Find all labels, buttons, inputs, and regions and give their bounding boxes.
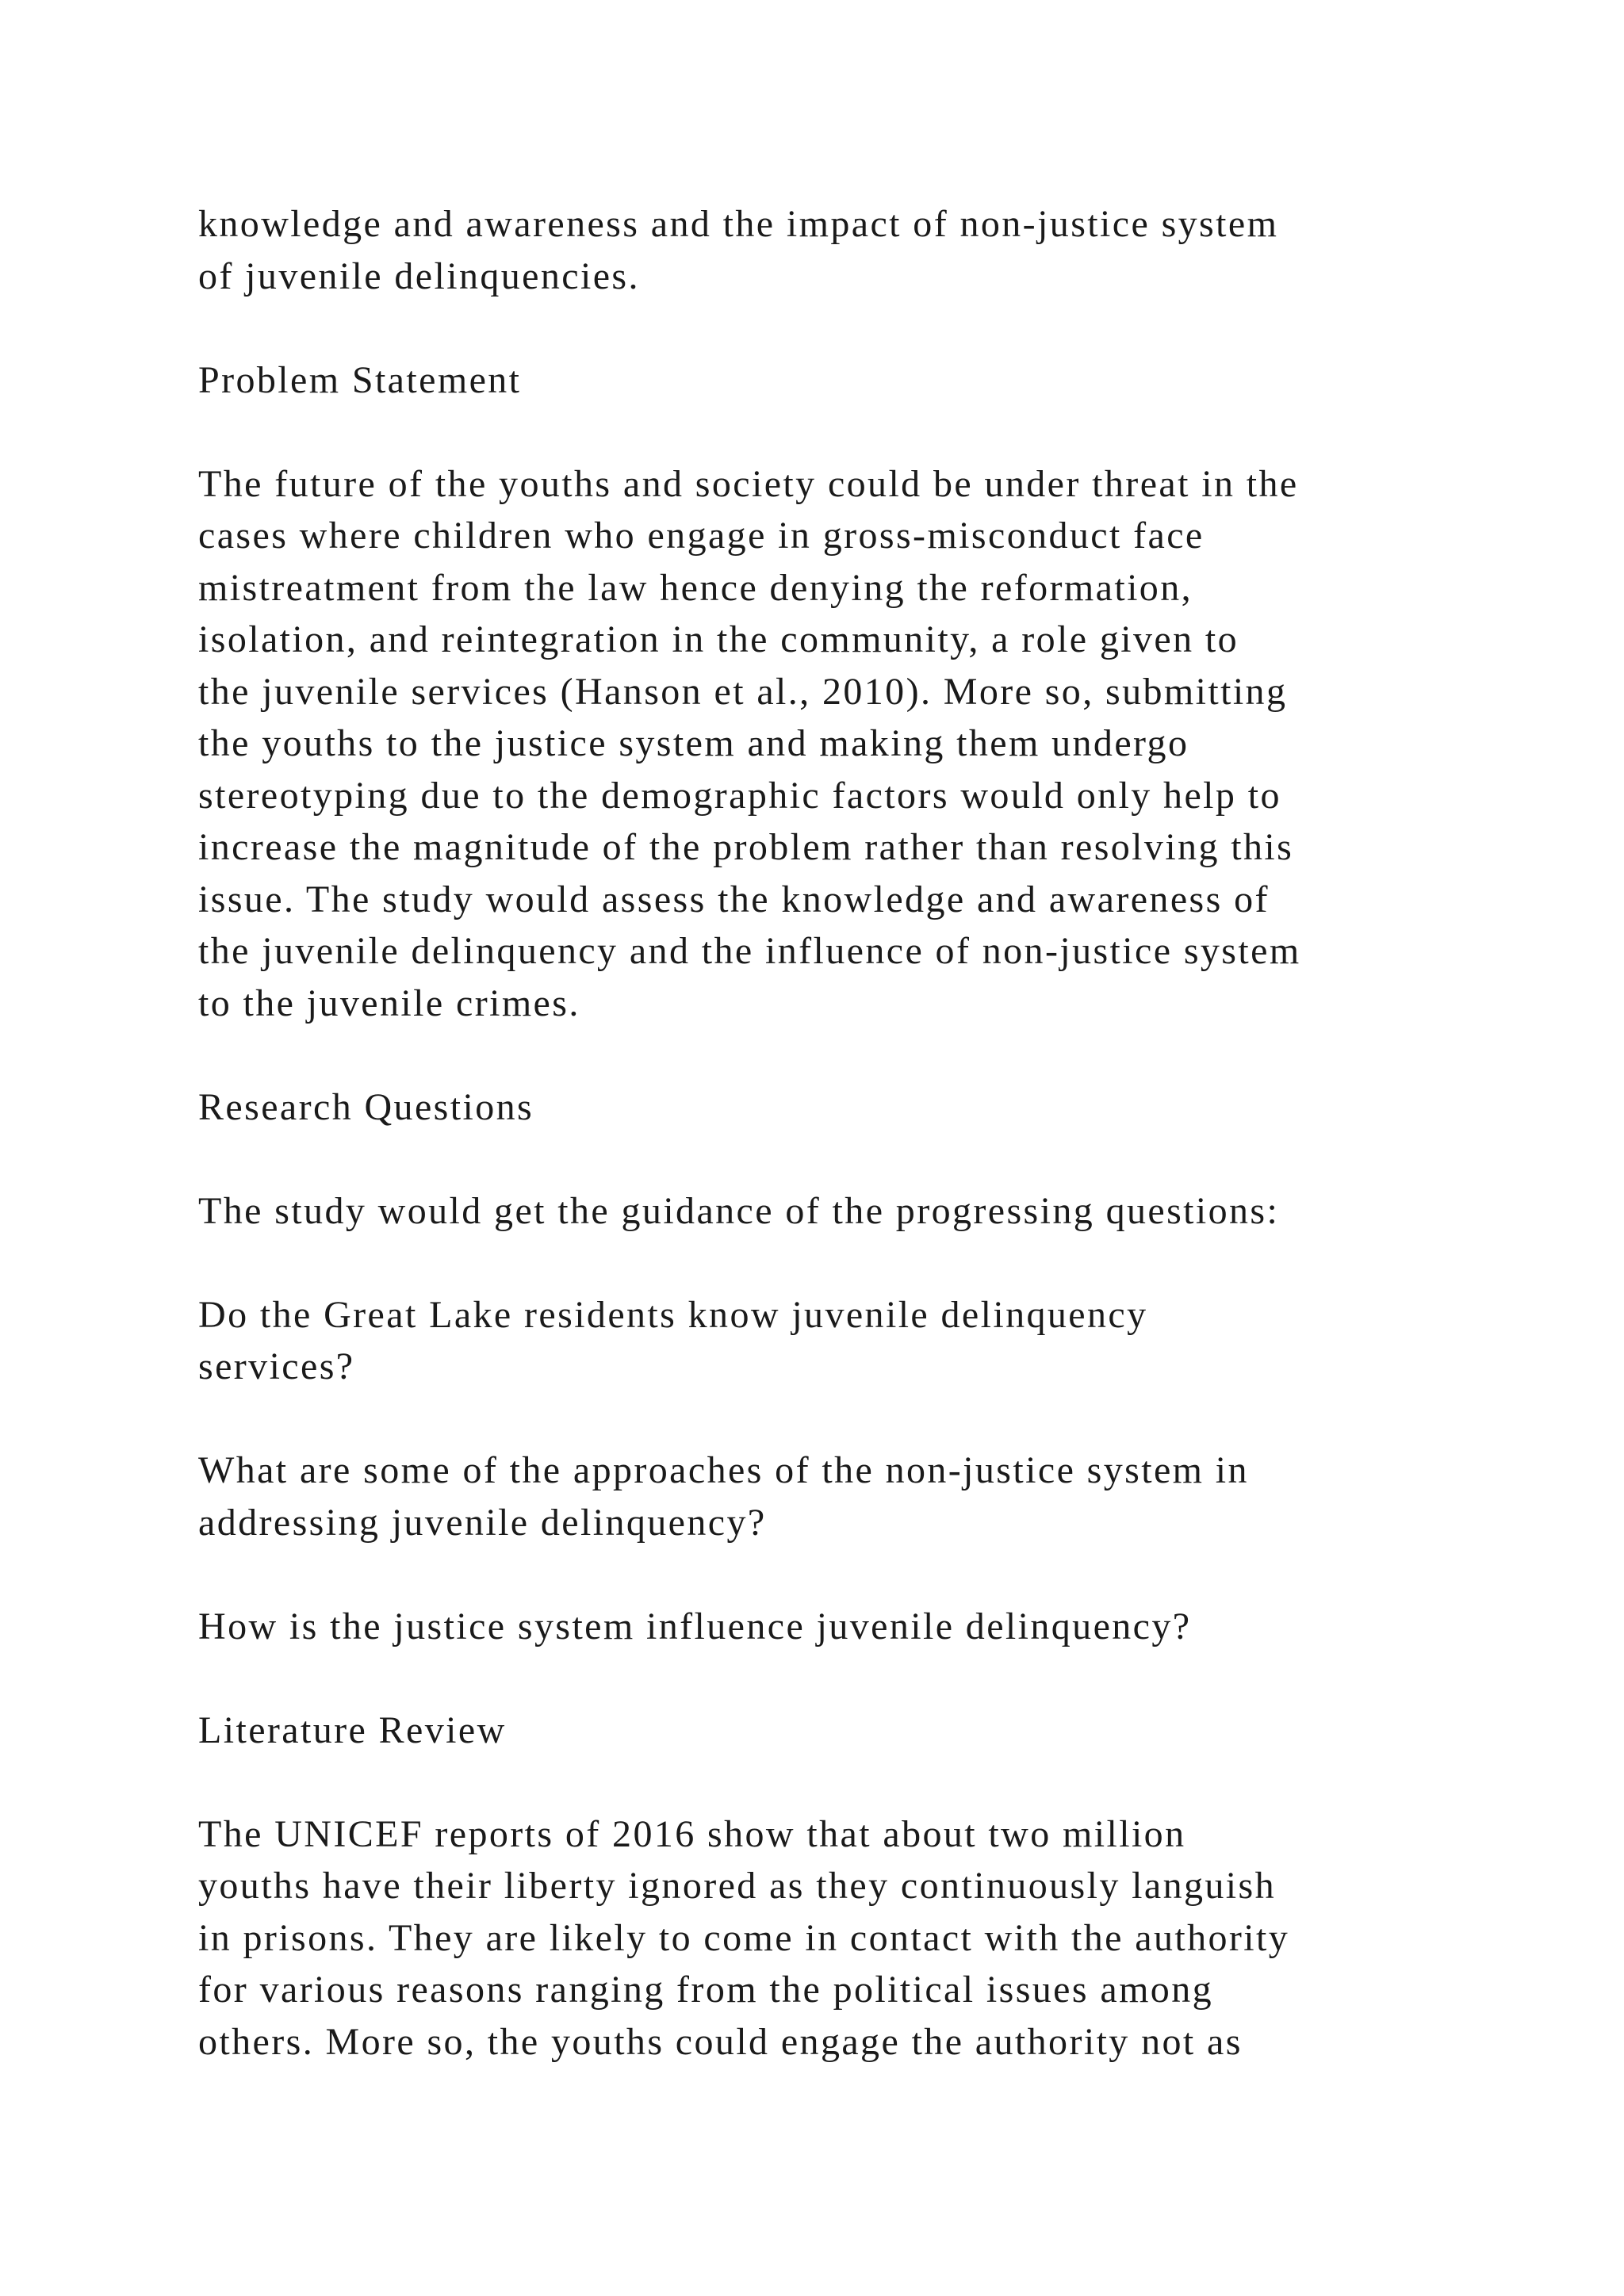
text-line: Do the Great Lake residents know juvenile delinquency bbox=[198, 1293, 1148, 1336]
text-line: the juvenile delinquency and the influence of non-justice system bbox=[198, 930, 1301, 972]
text-line: knowledge and awareness and the impact of non-justice system bbox=[198, 203, 1279, 245]
text-line: The UNICEF reports of 2016 show that about two million bbox=[198, 1812, 1186, 1855]
section-heading-literature-review bbox=[198, 1705, 1467, 1757]
text-line: for various reasons ranging from the political issues among bbox=[198, 1969, 1214, 2011]
text-line: issue. The study would assess the knowledge and awareness of bbox=[198, 878, 1270, 920]
text-line: the youths to the justice system and making them undergo bbox=[198, 722, 1189, 764]
text-line: youths have their liberty ignored as they continuously languish bbox=[198, 1865, 1276, 1907]
text-line: increase the magnitude of the problem rather than resolving this bbox=[198, 826, 1294, 868]
text-line: of juvenile delinquencies. bbox=[198, 254, 640, 297]
text-line: the juvenile services (Hanson et al., 2010). More so, submitting bbox=[198, 670, 1288, 713]
research-question-3 bbox=[198, 1601, 1467, 1653]
section-heading-problem-statement bbox=[198, 354, 1467, 407]
text-line: The study would get the guidance of the progressing questions: bbox=[198, 1189, 1280, 1232]
document-body bbox=[198, 198, 1467, 2120]
heading-text: Research Questions bbox=[198, 1085, 534, 1128]
section-heading-research-questions bbox=[198, 1081, 1467, 1134]
intro-paragraph bbox=[198, 198, 1467, 302]
text-line: The future of the youths and society could be under threat in the bbox=[198, 462, 1299, 505]
research-questions-intro bbox=[198, 1185, 1467, 1238]
research-question-2 bbox=[198, 1445, 1467, 1548]
heading-text: Literature Review bbox=[198, 1709, 507, 1751]
text-line: in prisons. They are likely to come in contact with the authority bbox=[198, 1916, 1290, 1959]
heading-text: Problem Statement bbox=[198, 358, 522, 401]
text-line: isolation, and reintegration in the community, a role given to bbox=[198, 618, 1239, 660]
text-line: What are some of the approaches of the non-justice system in bbox=[198, 1449, 1249, 1491]
text-line: cases where children who engage in gross-misconduct face bbox=[198, 515, 1205, 557]
research-question-1 bbox=[198, 1289, 1467, 1393]
text-line: addressing juvenile delinquency? bbox=[198, 1501, 767, 1544]
text-line: to the juvenile crimes. bbox=[198, 982, 580, 1024]
problem-statement-paragraph bbox=[198, 458, 1467, 1030]
literature-review-paragraph bbox=[198, 1808, 1467, 2068]
text-line: others. More so, the youths could engage the authority not as bbox=[198, 2020, 1243, 2063]
text-line: services? bbox=[198, 1345, 355, 1387]
text-line: How is the justice system influence juvenile delinquency? bbox=[198, 1605, 1192, 1647]
text-line: mistreatment from the law hence denying the reformation, bbox=[198, 566, 1193, 609]
text-line: stereotyping due to the demographic factors would only help to bbox=[198, 774, 1281, 817]
